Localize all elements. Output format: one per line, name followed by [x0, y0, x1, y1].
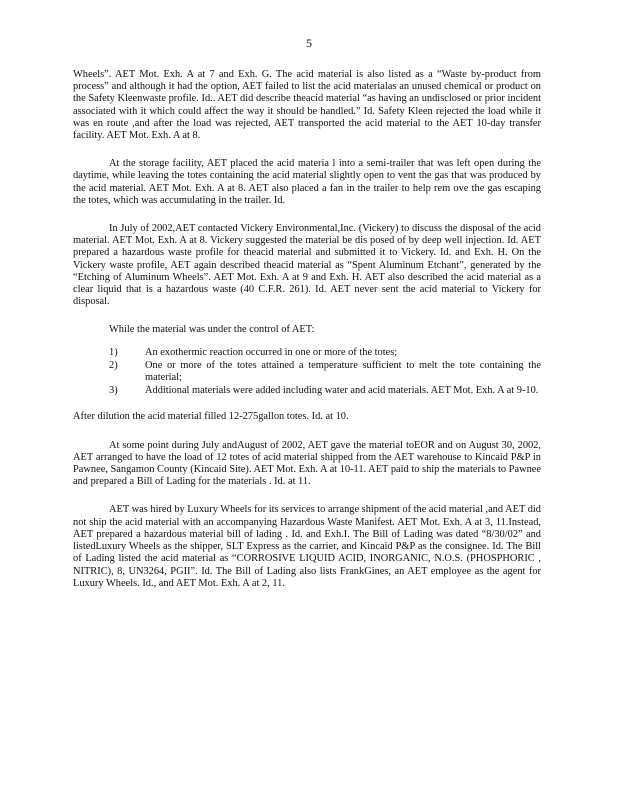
paragraph-storage-facility: At the storage facility, AET placed the acid materia l into a semi-trailer that was left open during the daytime, while leaving the totes containing the acid material slightly open to vent the gas that was produced by the acid material. AET Mot. Exh. A at 8. AET also placed a fan in the trailer to help rem ove the gas escaping the totes, which was accumulating in the trailer. Id.	[73, 158, 541, 206]
paragraph-vickery: In July of 2002,AET contacted Vickery Environmental,Inc. (Vickery) to discuss the disposal of the acid material. AET Mot. Exh. A at 8. Vickery suggested the material be dis posed of by deep well injection. Id. AET prepared a hazardous waste profile for theacid material and submitted it to Vickery. Id. and Exh. H. On the Vickery waste profile, AET again described theacid material as “Spent Aluminum Etchant”, generated by the “Etching of Aluminum Wheels”. AET Mot. Exh. A at 9 and Exh. H. AET also described the acid material as a clear liquid that is a hazardous waste (40 C.F.R. 261). Id. AET never sent the acid material to Vickery for disposal.	[73, 223, 541, 308]
list-lead: While the material was under the control of AET:	[109, 324, 315, 336]
paragraph-continuation: Wheels”. AET Mot. Exh. A at 7 and Exh. G. The acid material is also listed as a “Waste by-product from process” and although it had the option, AET failed to list the acid materialas an unused chemical or product on the Safety Kleenwaste profile. Id.. AET did describe theacid material “as having an undisclosed or prior incident associated with it which could affect the way it should be handled.” Id. Safety Kleen rejected the load while it was en route ,and after the load was rejected, AET transported the acid material to the AET 10-day transfer facility. AET Mot. Exh. A at 8.	[73, 69, 541, 142]
list-item	[73, 385, 541, 397]
list-item-text: Additional materials were added including water and acid materials. AET Mot. Exh. A at 9-10.	[145, 385, 539, 397]
list-item-text: An exothermic reaction occurred in one or more of the totes;	[145, 346, 398, 358]
list-item-number: 2)	[109, 359, 118, 371]
paragraph-dilution: After dilution the acid material filled 12-275gallon totes. Id. at 10.	[73, 411, 349, 423]
numbered-list	[73, 347, 541, 398]
document-body	[73, 69, 541, 606]
list-item	[73, 360, 541, 384]
list-item	[73, 347, 541, 359]
paragraph-bill-of-lading: AET was hired by Luxury Wheels for its services to arrange shipment of the acid material ,and AET did not ship the acid material with an accompanying Hazardous Waste Manifest. AET Mot. Exh. A at 3, 11.Instead, AET prepared a hazardous material bill of lading . Id. and Exh.I. The Bill of Lading was dated “8/30/02” and listedLuxury Wheels as the shipper, SLT Express as the carrier, and Kincaid P&P as the consignee. Id. The Bill of Lading listed the acid material as “CORROSIVE LIQUID ACID, INORGANIC, N.O.S. (PHOSPHORIC , NITRIC), 8, UN3264, PGII”. Id. The Bill of Lading also lists FrankGines, an AET employee as the agent for Luxury Wheels. Id., and AET Mot. Exh. A at 2, 11.	[73, 504, 541, 589]
list-item-number: 1)	[109, 346, 118, 358]
page-number: 5	[306, 36, 312, 50]
list-item-text: One or more of the totes attained a temperature sufficient to melt the tote containing the material;	[145, 359, 541, 384]
paragraph-shipment: At some point during July andAugust of 2002, AET gave the material toEOR and on August 30, 2002, AET arranged to have the load of 12 totes of acid material shipped from the AET warehouse to Kincaid P&P in Pawnee, Sangamon County (Kincaid Site). AET Mot. Exh. A at 10-11. AET paid to ship the materials to Pawnee and prepared a Bill of Lading for the materials . Id. at 11.	[73, 439, 541, 488]
list-item-number: 3)	[109, 385, 118, 397]
